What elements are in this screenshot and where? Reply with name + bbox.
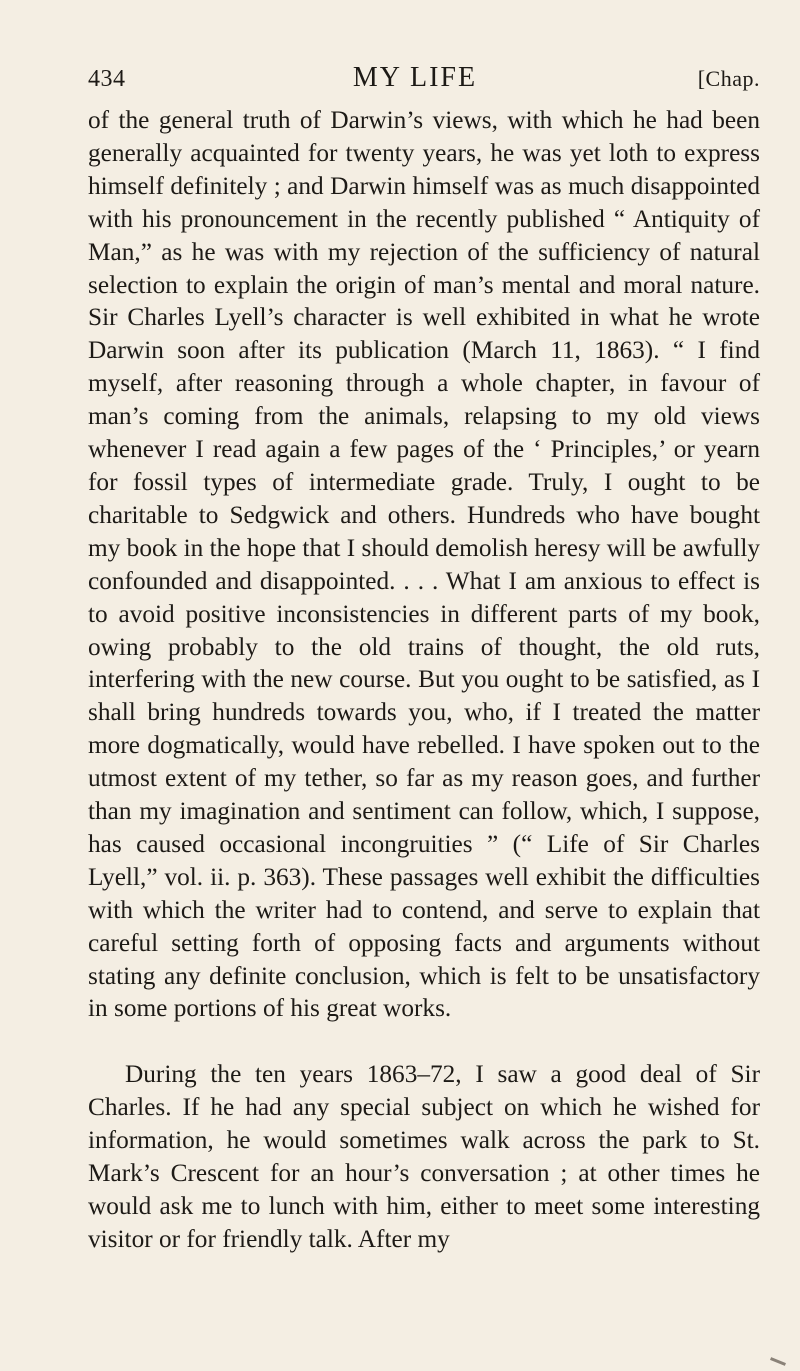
- page-header: [70, 62, 760, 102]
- chapter-mark: [Chap.: [697, 66, 760, 91]
- paragraph-2: During the ten years 1863–72, I saw a good deal of Sir Charles. If he had any special subject on which he wished for information, he would sometimes walk across the park to St. Mark’s Crescent for an hour’s conversation ; at other times he would ask me to lunch with him, either to meet some interesting visitor or for friendly talk. After my: [88, 1060, 760, 1253]
- body-text: [88, 104, 760, 1256]
- running-title: MY LIFE: [352, 62, 478, 93]
- paragraph-1: of the general truth of Darwin’s views, with which he had been generally acquainted for twenty years, he was yet loth to express himself definitely ; and Darwin himself was as much disappointed with his pronouncement in the recently published “ Antiquity of Man,” as he was with my rejection of the sufficiency of natural selection to explain the origin of man’s mental and moral nature. Sir Charles Lyell’s character is well exhibited in what he wrote Darwin soon after its publication (March 11, 1863). “ I find myself, after reasoning through a whole chapter, in favour of man’s coming from the animals, relapsing to my old views whenever I read again a few pages of the ‘ Principles,’ or yearn for fossil types of intermediate grade. Truly, I ought to be charitable to Sedgwick and others. Hundreds who have bought my book in the hope that I should demolish heresy will be awfully confounded and disappointed. . . . What I am anxious to effect is to avoid positive inconsistencies in different parts of my book, owing probably to the old trains of thought, the old ruts, interfering with the new course. But you ought to be satisfied, as I shall bring hundreds towards you, who, if I treated the matter more dogmatically, would have rebelled. I have spoken out to the utmost extent of my tether, so far as my reason goes, and further than my imagination and sentiment can follow, which, I suppose, has caused occasional incongruities ” (“ Life of Sir Charles Lyell,” vol. ii. p. 363). These passages well exhibit the difficulties with which the writer had to contend, and serve to explain that careful setting forth of opposing facts and arguments without stating any definite conclusion, which is felt to be unsatisfactory in some portions of his great works.: [88, 106, 760, 1023]
- page-mark: [770, 1357, 786, 1366]
- page-number: 434: [88, 66, 126, 92]
